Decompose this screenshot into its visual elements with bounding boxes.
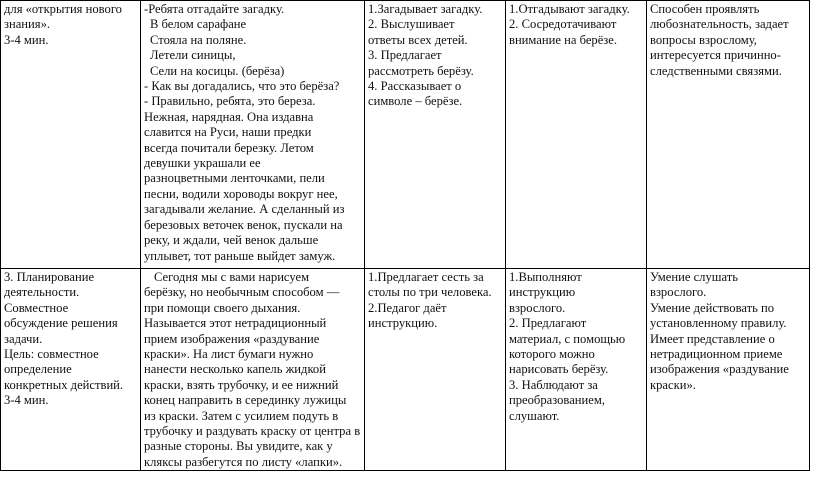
story-line: березовых веточек венок, пускали на	[144, 217, 343, 232]
outcome-line: нетрадиционном приеме	[650, 347, 783, 362]
teacher-activity-cell	[141, 1, 365, 269]
action-line: инструкцию.	[368, 316, 438, 331]
story-line: - Правильно, ребята, это береза.	[144, 94, 316, 109]
stage-line: определение	[4, 362, 72, 377]
outcomes-cell	[647, 1, 810, 269]
outcome-line: Умение слушать	[650, 270, 738, 284]
stage-line: обсуждение решения	[4, 316, 118, 331]
riddle-line: Стояла на поляне.	[150, 32, 247, 47]
action-line: ответы всех детей.	[368, 32, 468, 47]
action-line: рассмотреть берёзу.	[368, 63, 474, 78]
activity-line: Называется этот нетрадиционный	[144, 316, 327, 331]
outcome-line: Способен проявлять	[650, 2, 760, 16]
teacher-actions-cell	[365, 269, 506, 471]
action-line: 3. Предлагает	[368, 48, 442, 63]
stage-line: 3-4 мин.	[4, 32, 49, 47]
children-line: слушают.	[509, 408, 560, 423]
children-line: инструкцию	[509, 285, 576, 300]
riddle-line: Летели синицы,	[150, 48, 236, 63]
stage-line: Совместное	[4, 300, 69, 315]
activity-line: краски». На лист бумаги нужно	[144, 347, 314, 362]
story-line: реку, и ждали, чей венок дальше	[144, 233, 319, 248]
action-line: 2.Педагог даёт	[368, 300, 447, 315]
riddle-line: В белом сарафане	[150, 17, 247, 32]
stage-line: для «открытия нового	[4, 2, 122, 16]
table-row	[1, 1, 810, 269]
activity-line: кляксы разбегутся по листу «лапки».	[144, 454, 343, 469]
activity-line: из краски. Затем с усилием подуть в	[144, 408, 339, 423]
activity-line: конец направить в серединку лужицы	[144, 393, 347, 408]
teacher-activity-cell	[141, 269, 365, 471]
activity-line: при помощи своего дыхания.	[144, 300, 301, 315]
activity-line: берёзку, но необычным способом —	[144, 285, 340, 300]
action-line: столы по три человека.	[368, 285, 492, 300]
stage-line: 3-4 мин.	[4, 393, 49, 408]
children-line: внимание на берёзе.	[509, 32, 618, 47]
riddle-line: Сели на косицы. (берёза)	[150, 63, 285, 78]
activity-line: трубочку и раздувать краску от центра в	[144, 424, 361, 439]
activity-line: прием изображения «раздувание	[144, 331, 320, 346]
action-line: 1.Загадывает загадку.	[368, 2, 483, 16]
children-line: которого можно	[509, 347, 595, 362]
stage-line: задачи.	[4, 331, 43, 346]
outcome-line: взрослого.	[650, 285, 707, 300]
children-line: 1.Выполняют	[509, 270, 582, 284]
stage-cell	[1, 1, 141, 269]
teacher-actions-cell	[365, 1, 506, 269]
outcome-line: изображения «раздувание	[650, 362, 789, 377]
action-line: символе – берёзе.	[368, 94, 463, 109]
activity-line: Сегодня мы с вами нарисуем	[154, 270, 310, 284]
outcome-line: следственными связями.	[650, 63, 782, 78]
riddle-intro: -Ребята отгадайте загадку.	[144, 2, 285, 16]
stage-line: знания».	[4, 17, 51, 32]
story-line: уплывет, тот раньше выйдет замуж.	[144, 248, 336, 263]
story-line: загадывали желание. А сделанный из	[144, 202, 345, 217]
outcome-line: Имеет представление о	[650, 331, 775, 346]
children-line: 2. Сосредотачивают	[509, 17, 617, 32]
table-row	[1, 269, 810, 471]
outcome-line: Умение действовать по	[650, 300, 775, 315]
children-line: 1.Отгадывают загадку.	[509, 2, 630, 16]
stage-line: деятельности.	[4, 285, 80, 300]
outcomes-cell	[647, 269, 810, 471]
story-line: славится на Руси, наши предки	[144, 125, 312, 140]
activity-line: разные стороны. Вы увидите, как у	[144, 439, 333, 454]
outcome-line: любознательность, задает	[650, 17, 789, 32]
outcome-line: установленному правилу.	[650, 316, 787, 331]
activity-line: нанести несколько капель жидкой	[144, 362, 326, 377]
children-line: взрослого.	[509, 300, 566, 315]
story-line: разноцветными ленточками, пели	[144, 171, 325, 186]
children-actions-cell	[506, 1, 647, 269]
children-line: 2. Предлагают	[509, 316, 587, 331]
outcome-line: краски».	[650, 377, 696, 392]
action-line: 2. Выслушивает	[368, 17, 455, 32]
outcome-line: интересуется причинно-	[650, 48, 781, 63]
stage-cell	[1, 269, 141, 471]
children-line: преобразованием,	[509, 393, 605, 408]
children-line: 3. Наблюдают за	[509, 377, 598, 392]
action-line: 1.Предлагает сесть за	[368, 270, 484, 284]
stage-line: 3. Планирование	[4, 270, 95, 284]
stage-line: конкретных действий.	[4, 377, 124, 392]
stage-line: Цель: совместное	[4, 347, 99, 362]
story-line: песни, водили хороводы вокруг нее,	[144, 186, 338, 201]
story-line: Нежная, нарядная. Она издавна	[144, 109, 314, 124]
story-line: всегда почитали березку. Летом	[144, 140, 314, 155]
outcome-line: вопросы взрослому,	[650, 32, 757, 47]
action-line: 4. Рассказывает о	[368, 79, 462, 94]
children-line: материал, с помощью	[509, 331, 626, 346]
children-actions-cell	[506, 269, 647, 471]
children-line: нарисовать берёзу.	[509, 362, 609, 377]
question-line: - Как вы догадались, что это берёза?	[144, 79, 340, 94]
activity-line: краски, взять трубочку, и ее нижний	[144, 377, 339, 392]
story-line: девушки украшали ее	[144, 156, 261, 171]
